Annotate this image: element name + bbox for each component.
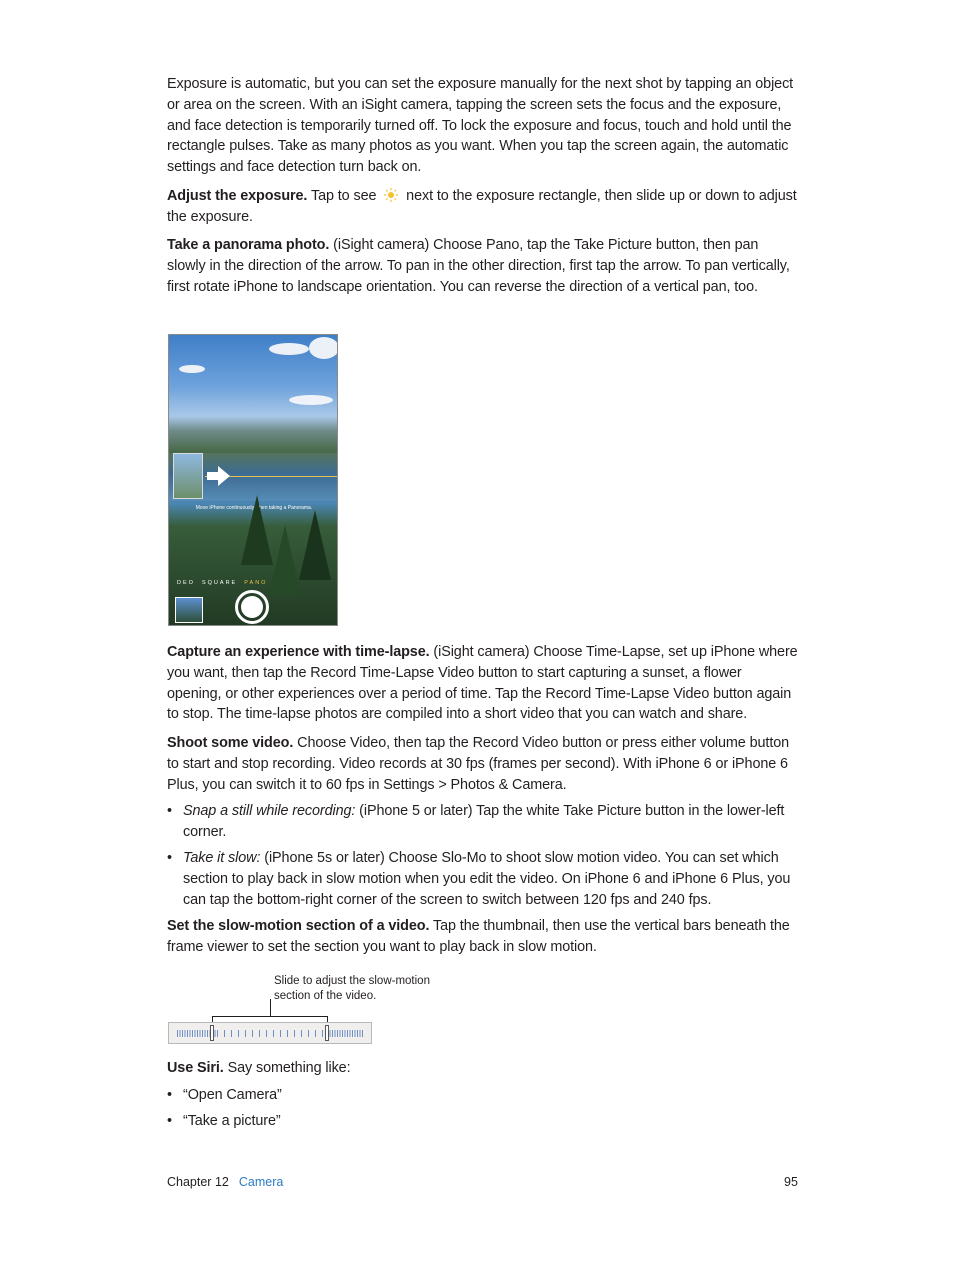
last-photo-thumbnail[interactable] [175,597,203,623]
slowmo-paragraph [167,916,799,958]
list-item [167,1111,799,1132]
cloud [309,337,338,359]
list-item [167,848,799,910]
pano-progress-thumbnail [173,453,203,499]
bullet-term: Snap a still while recording: [183,803,356,819]
frame-viewer[interactable] [168,1022,372,1044]
slowmo-lead: Set the slow-motion section of a video. [167,918,430,934]
adjust-exposure-text-1: Tap to see [307,188,381,204]
siri-paragraph [167,1058,799,1079]
mode-video[interactable]: DEO [177,580,195,586]
callout-line: section of the video. [274,990,377,1002]
slowmo-start-handle[interactable] [210,1025,214,1041]
cloud [289,395,333,405]
pano-direction-arrow-icon[interactable] [205,465,231,487]
mode-pano[interactable]: PANO [244,580,268,586]
adjust-exposure-paragraph [167,186,799,228]
camera-mode-selector[interactable] [177,580,267,586]
siri-lead: Use Siri. [167,1060,224,1076]
page-number: 95 [784,1175,798,1189]
cloud [269,343,309,355]
tree [269,525,301,595]
list-item [167,1085,799,1106]
siri-phrase: “Open Camera” [183,1087,282,1103]
tree [299,510,331,580]
bullet-text: (iPhone 5s or later) Choose Slo-Mo to shoot slow motion video. You can set which section to play back in slow motion when you edit the video. On iPhone 6 and iPhone 6 Plus, you can tap the bottom-right corner of the screen to switch between 120 fps and 240 fps. [183,850,791,908]
timelapse-paragraph [167,642,799,725]
timelapse-lead: Capture an experience with time-lapse. [167,644,430,660]
timelapse-text: (iSight camera) Choose Time-Lapse, set up iPhone where you want, then tap the Record Time-Lapse Video button to start capturing a sunset, a flower opening, or other experiences over a period of time. Tap the Record Time-Lapse Video button again to stop. The time-lapse photos are compiled into a short video that you can watch and share. [167,644,798,723]
video-text: Choose Video, then tap the Record Video button or press either volume button to start and stop recording. Video records at 30 fps (frames per second). With iPhone 6 or iPhone 6 Plus, you can switch it to 60 fps in Settings > Photos & Camera. [167,735,790,793]
chapter-label: Chapter 12 [167,1175,229,1189]
bullet-text: (iPhone 5 or later) Tap the white Take Picture button in the lower-left corner. [183,803,785,840]
exposure-paragraph: Exposure is automatic, but you can set the exposure manually for the next shot by tapping an object or area on the screen. With an iSight camera, tapping the screen sets the focus and the exposure, and face detection is temporarily turned off. To lock the exposure and focus, touch and hold until the rectangle pulses. Take as many photos as you want. When you tap the screen again, the automatic settings and face detection turn back on. [167,76,794,176]
bullet-dot: • [167,850,172,866]
bullet-term: Take it slow: [183,850,261,866]
video-lead: Shoot some video. [167,735,294,751]
chapter-link[interactable]: Camera [238,1175,284,1189]
siri-phrase: “Take a picture” [183,1113,281,1129]
bullet-dot: • [167,1113,172,1129]
callout-line: Slide to adjust the slow-motion [274,975,430,987]
slowmo-end-handle[interactable] [325,1025,329,1041]
list-item [167,801,799,843]
panorama-screenshot [168,334,338,626]
mode-square[interactable]: SQUARE [201,580,238,586]
adjust-exposure-lead: Adjust the exposure. [167,188,308,204]
panorama-text: (iSight camera) Choose Pano, tap the Take Picture button, then pan slowly in the direction of the arrow. To pan in the other direction, first tap the arrow. To pan vertically, first rotate iPhone to landscape orientation. You can reverse the direction of a vertical pan, too. [167,237,790,295]
adjust-exposure-text-2: next to the exposure rectangle, then slide up or down to adjust the exposure. [167,188,797,225]
callout-leader-line [270,999,271,1016]
panorama-paragraph [167,235,799,297]
slowmo-text: Tap the thumbnail, then use the vertical bars beneath the frame viewer to set the section you want to play back in slow motion. [167,918,790,955]
footer-chapter [167,1174,283,1190]
slowmo-section-ticks [217,1030,327,1037]
bullet-dot: • [167,1087,172,1103]
panorama-lead: Take a panorama photo. [167,237,330,253]
slowmo-callout [274,974,430,1004]
pano-hint: Move iPhone continuously when taking a Panorama. [195,505,313,511]
take-picture-button[interactable] [235,590,269,624]
video-paragraph [167,733,799,795]
cloud [179,365,205,373]
bullet-dot: • [167,803,172,819]
siri-text: Say something like: [223,1060,351,1076]
sun-icon [382,188,400,202]
